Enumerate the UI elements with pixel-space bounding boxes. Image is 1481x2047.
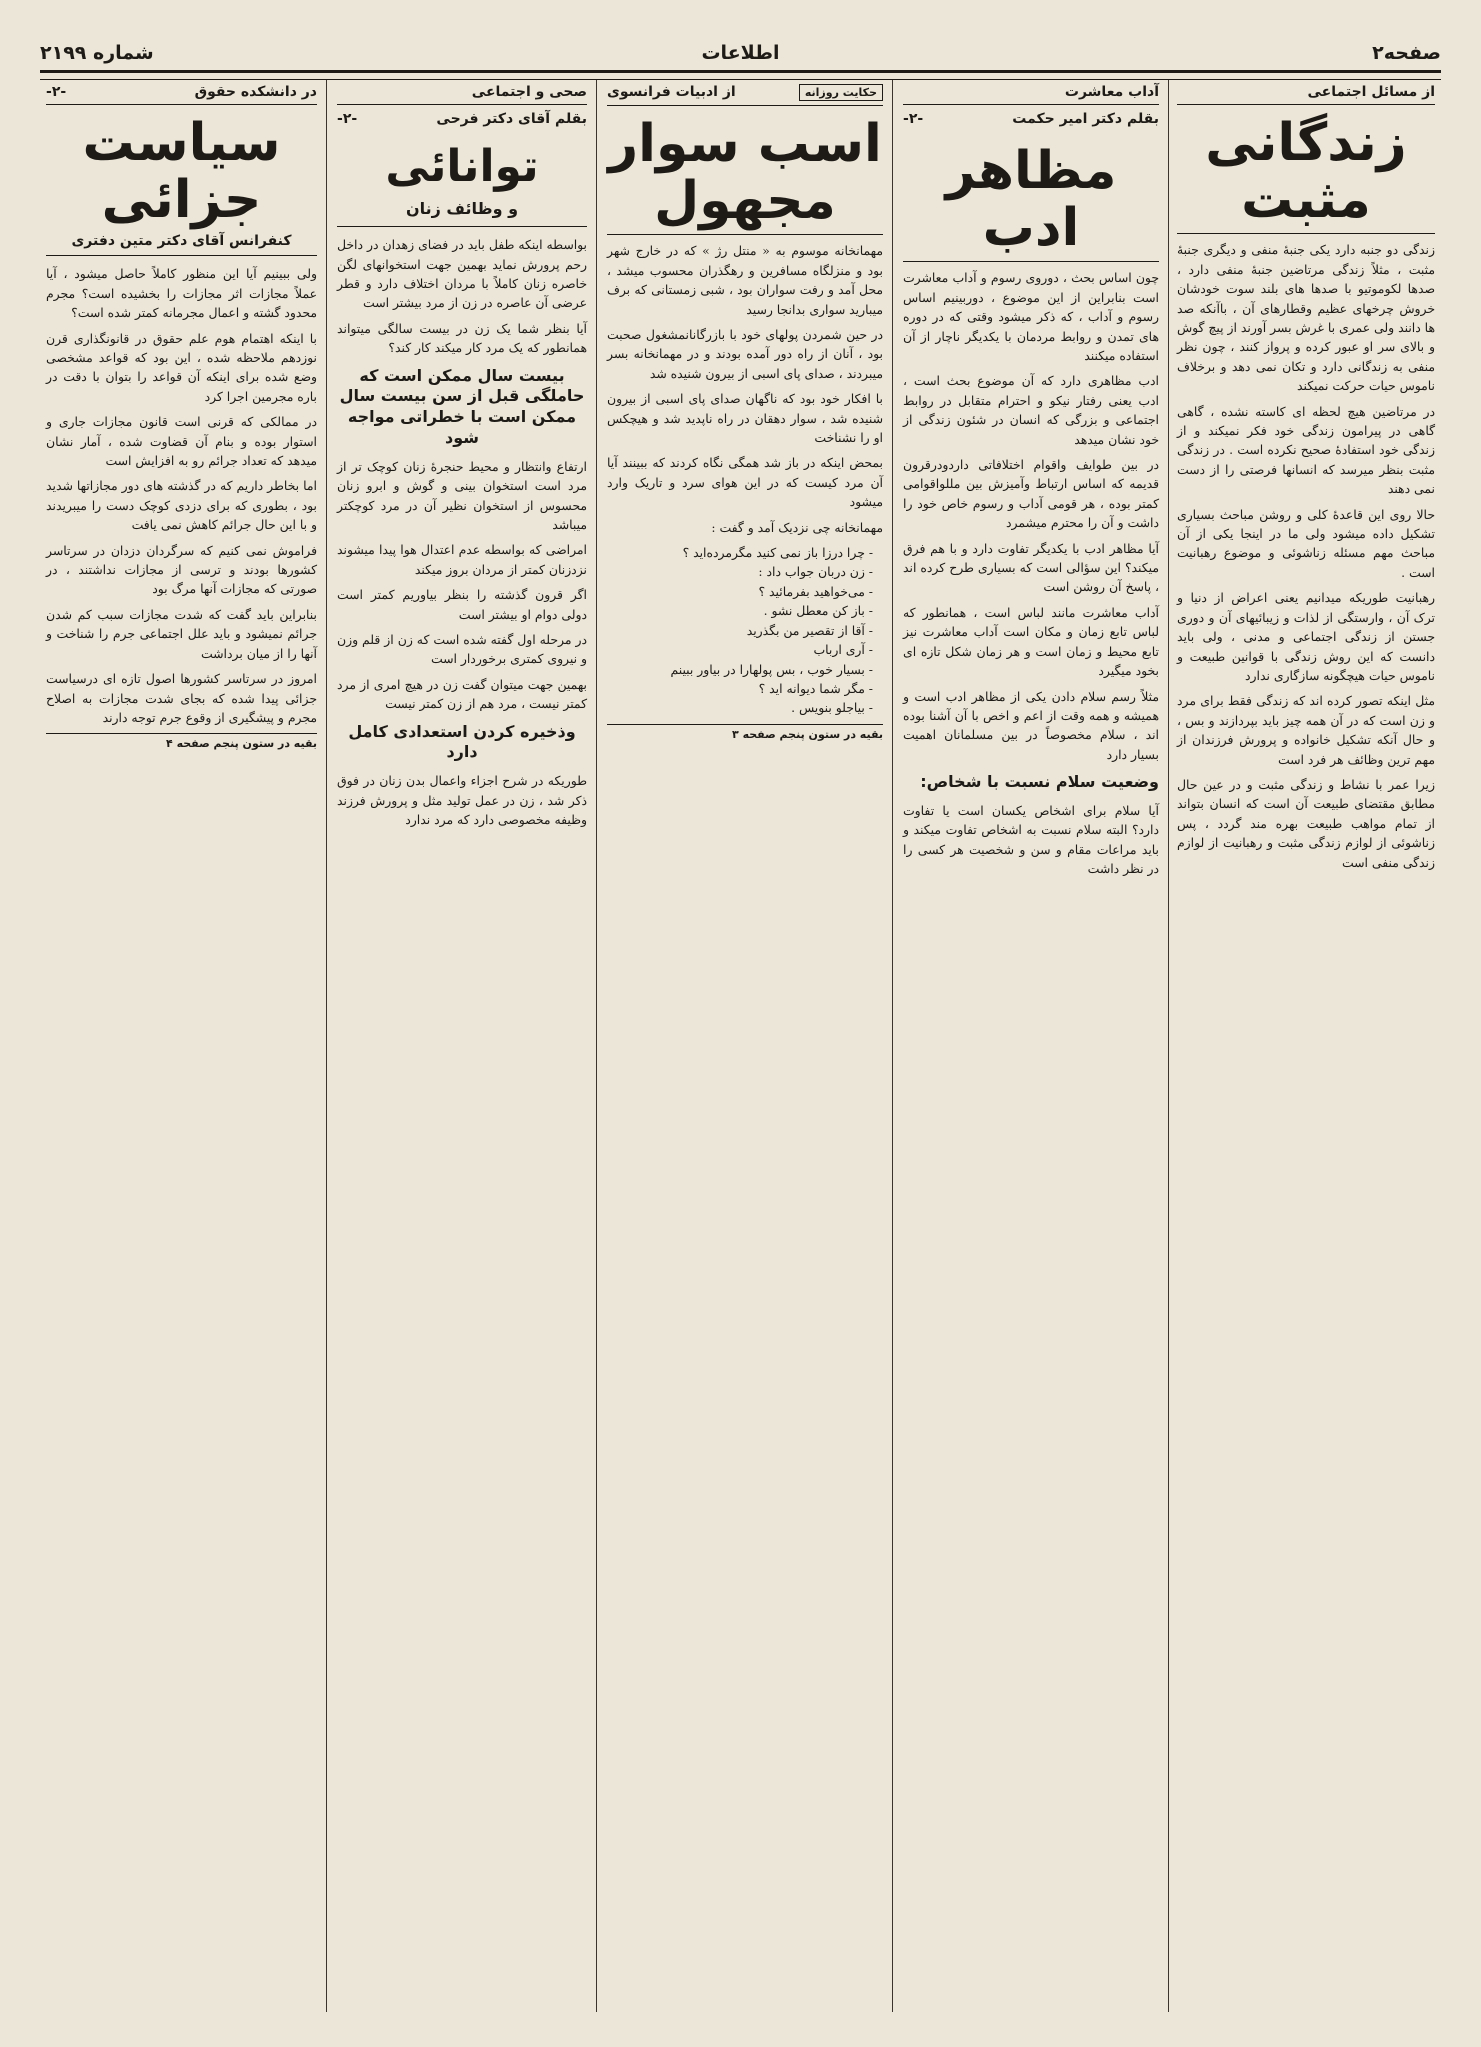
- paragraph: مهمانخانه چی نزدیک آمد و گفت :: [711, 519, 883, 535]
- byline-row: [903, 111, 1159, 133]
- paper-name: اطلاعات: [701, 42, 780, 64]
- section-label: [607, 80, 883, 106]
- article-body: [607, 234, 883, 740]
- paragraph: زیرا عمر با نشاط و زندگی مثبت و در عین حال مطابق مقتضای طبیعت آن است که انسان بتواند از تمام مواهب طبیعت بهره مند گردد ، پس زناشوئی از لوازم زندگی مثبت و رهبانیت از لوازم زندگی منفی است: [1177, 776, 1435, 870]
- dialogue-line: - بسیار خوب ، بس پولهارا در بیاور ببینم: [670, 661, 873, 677]
- paragraph: ارتفاع وانتظار و محیط حنجرهٔ زنان کوچک تر از مرد است استخوان بینی و گوش و ابرو زنان محسوس از استخوان نظیر آن در مرد کوچکتر میباشد: [337, 458, 587, 533]
- column-divider: [326, 80, 327, 2012]
- paragraph: چون اساس بحث ، دوروی رسوم و آداب معاشرت است بنابراین از این موضوع ، دوربینیم اساس رسوم و آداب ، که ذکر میشود وقتی که در دوره های تمدن و روابط مردمان با یکدیگر ناچار از آن استفاده میکنند: [903, 270, 1159, 363]
- paragraph: بهمین جهت میتوان گفت زن در هیچ امری از مرد کمتر نیست ، مرد هم از زن کمتر نیست: [337, 676, 587, 712]
- column-health-article: [331, 80, 593, 2012]
- dialogue-line: - زن دربان جواب داد :: [758, 564, 873, 580]
- section-label: آداب معاشرت: [903, 80, 1159, 105]
- page-number: -۲-: [903, 111, 924, 127]
- dialogue-line: - آقا از تقصیر من بگذرید: [746, 622, 873, 638]
- article-title: زندگانی مثبت: [1205, 113, 1407, 231]
- paragraph: در بین طوایف واقوام اختلافاتی داردودرقرون قدیمه که اساس ارتباط وآمیزش بین مللواقوامی کمتر بوده ، هر قومی آداب و رسوم خاص خود را داشت و آن را محترم میشمرد: [903, 457, 1159, 531]
- paragraph: بمحض اینکه در باز شد همگی نگاه کردند که ببینند آیا آن مرد کیست که در این هوای سرد و تاریک وارد میشود: [607, 455, 883, 510]
- paragraph: در مرتاضین هیچ لحظه ای کاسته نشده ، گاهی گاهی در پیرامون زندگی خود فکر نمیکند و از زندگی خود استفادهٔ صحیح نکرده است . در زندگی مثبت بنظر میرسد که انسانها فرصتی را از دست نمی دهند: [1177, 403, 1435, 497]
- paragraph: با افکار خود بود که ناگهان صدای پای اسبی از بیرون شنیده شد ، سوار دهقان در راه ناپدید شد و هیچکس او را نشناخت: [607, 391, 883, 446]
- paragraph: بواسطه اینکه طفل باید در فضای زهدان در داخل رحم پرورش نماید بهمین جهت استخوانهای لگن خاصره زنان کاملاً با مردان اختلاف دارد و قطر عرضی آن عاصره در زن از مرد بیشتر است: [337, 237, 587, 311]
- paragraph: امراضی که بواسطه عدم اعتدال هوا پیدا میشوند نزدزنان کمتر از مردان بروز میکند: [337, 542, 587, 577]
- column-law-article: [40, 80, 323, 2012]
- dialogue-line: - می‌خواهید بفرمائید ؟: [758, 583, 873, 599]
- subheading: وذخیره کردن استعدادی کامل دارد: [348, 721, 576, 762]
- dialogue-line: - بیاجلو بنویس .: [791, 700, 873, 716]
- paragraph: فراموش نمی کنیم که سرگردان دزدان در سرتاسر کشورها بودند و ترسی از مجازات نداشتند ، در صورتی که مجازات آنها مرگ بود: [46, 542, 317, 597]
- paragraph: بنابراین باید گفت که شدت مجازات سبب کم شدن جرائم نمیشود و باید علل اجتماعی جرم را شناخت و آنها را از میان برداشت: [46, 606, 317, 661]
- paragraph: مثل اینکه تصور کرده اند که زندگی فقط برای مرد و زن است که در آن همه چیز باید بپردازند و بس ، و حال آنکه تشکیل خانواده و پرورش فرزندان از مهم ترین وظائف هر فرد است: [1177, 693, 1435, 767]
- masthead: [40, 36, 1441, 70]
- paragraph: با اینکه اهتمام هوم علم حقوق در قانونگذاری قرن نوزدهم ملاحظه شده ، این بود که قواعد مشخصی وضع شده برای اینکه آن قواعد را بتوان با دقت در باره مجرمین اجرا کرد: [46, 330, 317, 404]
- section-label: در دانشکده حقوق -۲-: [46, 80, 317, 105]
- dialogue-line: - مگر شما دیوانه اید ؟: [758, 680, 873, 696]
- column-story-article: [601, 80, 889, 2012]
- section-label: از مسائل اجتماعی: [1177, 80, 1435, 105]
- paragraph: ولی ببینیم آیا این منظور کاملاً حاصل میشود ، آیا عملاً مجازات اثر مجازات را بخشیده است؟ مجرم محدود گشته و اعمال مجرمانه کمتر شده است؟: [46, 266, 317, 321]
- column-social-article: [1171, 80, 1441, 2012]
- continued-note: بقیه در ستون پنجم صفحه ۴: [46, 733, 317, 750]
- column-divider: [892, 80, 893, 2012]
- subheading: وضعیت سلام نسبت با شخاص:: [920, 772, 1159, 792]
- paragraph: زندگی دو جنبه دارد یکی جنبهٔ منفی و دیگری جنبهٔ مثبت ، مثلاً زندگی مرتاضین جنبهٔ منفی دارد ، صدها لکوموتیو با صدها های بلند سوت خودشان خروش چرخهای عظیم وقطارهای آن ، باآنکه صد ها دانند ولی عمری با غرش بسر آورند از پیچ گوش و بالای سر او عبور کرده و پرواز کنند ، چون نظر منفی به زندگانی دارد و تکان نمی دهد و برخلاف ناموس حیات حرکت نمیکند: [1177, 242, 1435, 394]
- issue-label: شماره ۲۱۹۹: [40, 42, 154, 64]
- paragraph: آیا مظاهر ادب با یکدیگر تفاوت دارد و با هم فرق میکند؟ این سؤالی است که بسیاری طرح کرده اند ، پاسخ آن روشن است: [903, 540, 1159, 595]
- column-divider: [1168, 80, 1169, 2012]
- dialogue-line: - چرا درزا باز نمی کنید مگرمرده‌اید ؟: [682, 545, 873, 561]
- byline: بقلم آقای دکتر فرحی: [436, 111, 587, 127]
- article-subtitle: و وظائف زنان: [337, 199, 587, 227]
- page-number: -۲-: [46, 84, 67, 100]
- page-number: -۲-: [337, 111, 358, 127]
- article-body: [903, 261, 1159, 878]
- dialogue-line: - باز کن معطل نشو .: [763, 603, 873, 619]
- byline-row: [337, 111, 587, 133]
- column-divider: [596, 80, 597, 2012]
- byline: کنفرانس آقای دکتر متین دفتری: [46, 233, 317, 256]
- paragraph: طوریکه در شرح اجزاء واعمال بدن زنان در فوق ذکر شد ، زن در عمل تولید مثل و پرورش فرزند وظیفه مخصوصی دارد که مرد ندارد: [337, 773, 587, 828]
- section-source: از ادبیات فرانسوی: [607, 84, 736, 100]
- article-body: [46, 264, 317, 750]
- article-title: توانائی: [385, 141, 539, 192]
- paragraph: اما بخاطر داریم که در گذشته های دور مجازاتها شدید بود ، بطوری که برای دزدی کوچک دست را میبریدند و با این حال جرائم کاهش نمی یافت: [46, 478, 317, 533]
- masthead-rule: [40, 70, 1441, 80]
- paragraph: امروز در سرتاسر کشورها اصول تازه ای درسیاست جزائی پیدا شده که بجای شدت مجازات به اصلاح مجرم و پیشگیری از وقوع جرم توجه دارند: [46, 671, 317, 725]
- article-body: [337, 235, 587, 829]
- paragraph: آیا بنظر شما یک زن در بیست سالگی میتواند همانطور که یک مرد کار میکند کار کند؟: [337, 320, 587, 356]
- article-title: سیاست جزائی: [82, 113, 281, 231]
- dialogue-line: - آری ارباب: [813, 642, 873, 658]
- paragraph: در ممالکی که قرنی است قانون مجازات جاری و استوار بوده و بنام آن قضاوت شده ، آمار نشان میدهد که تعداد جرائم رو به افزایش است: [46, 414, 317, 469]
- column-etiquette-article: [897, 80, 1165, 2012]
- paragraph: ادب مظاهری دارد که آن موضوع بحث است ، ادب یعنی رفتار نیکو و احترام متقابل در روابط اجتماعی و بزرگی که انسان در شئون زندگی از خود نشان میدهد: [903, 373, 1159, 447]
- continued-note: بقیه در ستون پنجم صفحه ۳: [607, 724, 883, 741]
- paragraph: آیا سلام برای اشخاص یکسان است یا تفاوت دارد؟ البته سلام نسبت به اشخاص تفاوت میکند و باید مراعات مقام و سن و شخصیت هر کسی را در نظر داشت: [903, 802, 1159, 877]
- paragraph: آداب معاشرت مانند لباس است ، همانطور که لباس تابع زمان و مکان است آداب معاشرت نیز تابع محیط و زمان است و هر زمان شکل تازه ای بخود میگیرد: [903, 604, 1159, 679]
- paragraph: رهبانیت طوریکه میدانیم یعنی اعراض از دنیا و ترک آن ، وارستگی از لذات و زیبائیهای آن و دوری جستن از زندگی اجتماعی و مدنی ، ولی باید دانست که این روش زندگی با قوانین طبیعت و ناموس حیات هیچگونه سازگاری ندارد: [1177, 590, 1435, 683]
- section-box: حکایت روزانه: [799, 84, 883, 101]
- paragraph: در مرحله اول گفته شده است که زن از قلم وزن و نیروی کمتری برخوردار است: [337, 632, 587, 667]
- byline: بقلم دکتر امیر حکمت: [1012, 111, 1159, 127]
- paragraph: مثلاً رسم سلام دادن یکی از مظاهر ادب است و همیشه و همه وقت از اعم و اخص با آن آشنا بوده اند ، سلام مخصوصاً در بین مسلمانان اهمیت بسیار دارد: [903, 688, 1159, 762]
- paragraph: در حین شمردن پولهای خود با بازرگانانمشغول صحبت بود ، آنان از راه دور آمده بودند و در مهمانخانه بسر میبردند ، صدای پای اسبی از بیرون شنیده شد: [607, 327, 883, 381]
- subheading: بیست سال ممکن است که حاملگی قبل از سن بیست سال ممکن است با خطراتی مواجه شود: [339, 365, 585, 448]
- article-title: مظاهر ادب: [945, 141, 1117, 259]
- article-body: [1177, 233, 1435, 872]
- paragraph: مهمانخانه موسوم به « منتل رژ » که در خارج شهر بود و منزلگاه مسافرین و رهگذران محسوب میشد ، محل آمد و رفت سواران بود ، شبی زمستانی که برف میبارید سواری بدانجا رسید: [607, 243, 883, 317]
- paragraph: حالا روی این قاعدهٔ کلی و روشن مباحث بسیاری تشکیل داده میشود ولی ما در اینجا یکی از آن مباحث مهم مسئله زناشوئی و موضوع رهبانیت است .: [1177, 506, 1435, 580]
- paragraph: اگر قرون گذشته را بنظر بیاوریم کمتر است دولی دوام او بیشتر است: [337, 587, 587, 622]
- section-label: صحی و اجتماعی: [337, 80, 587, 105]
- article-title: اسب سوار مجهول: [608, 114, 882, 232]
- page-label: صفحه۲: [1372, 42, 1441, 64]
